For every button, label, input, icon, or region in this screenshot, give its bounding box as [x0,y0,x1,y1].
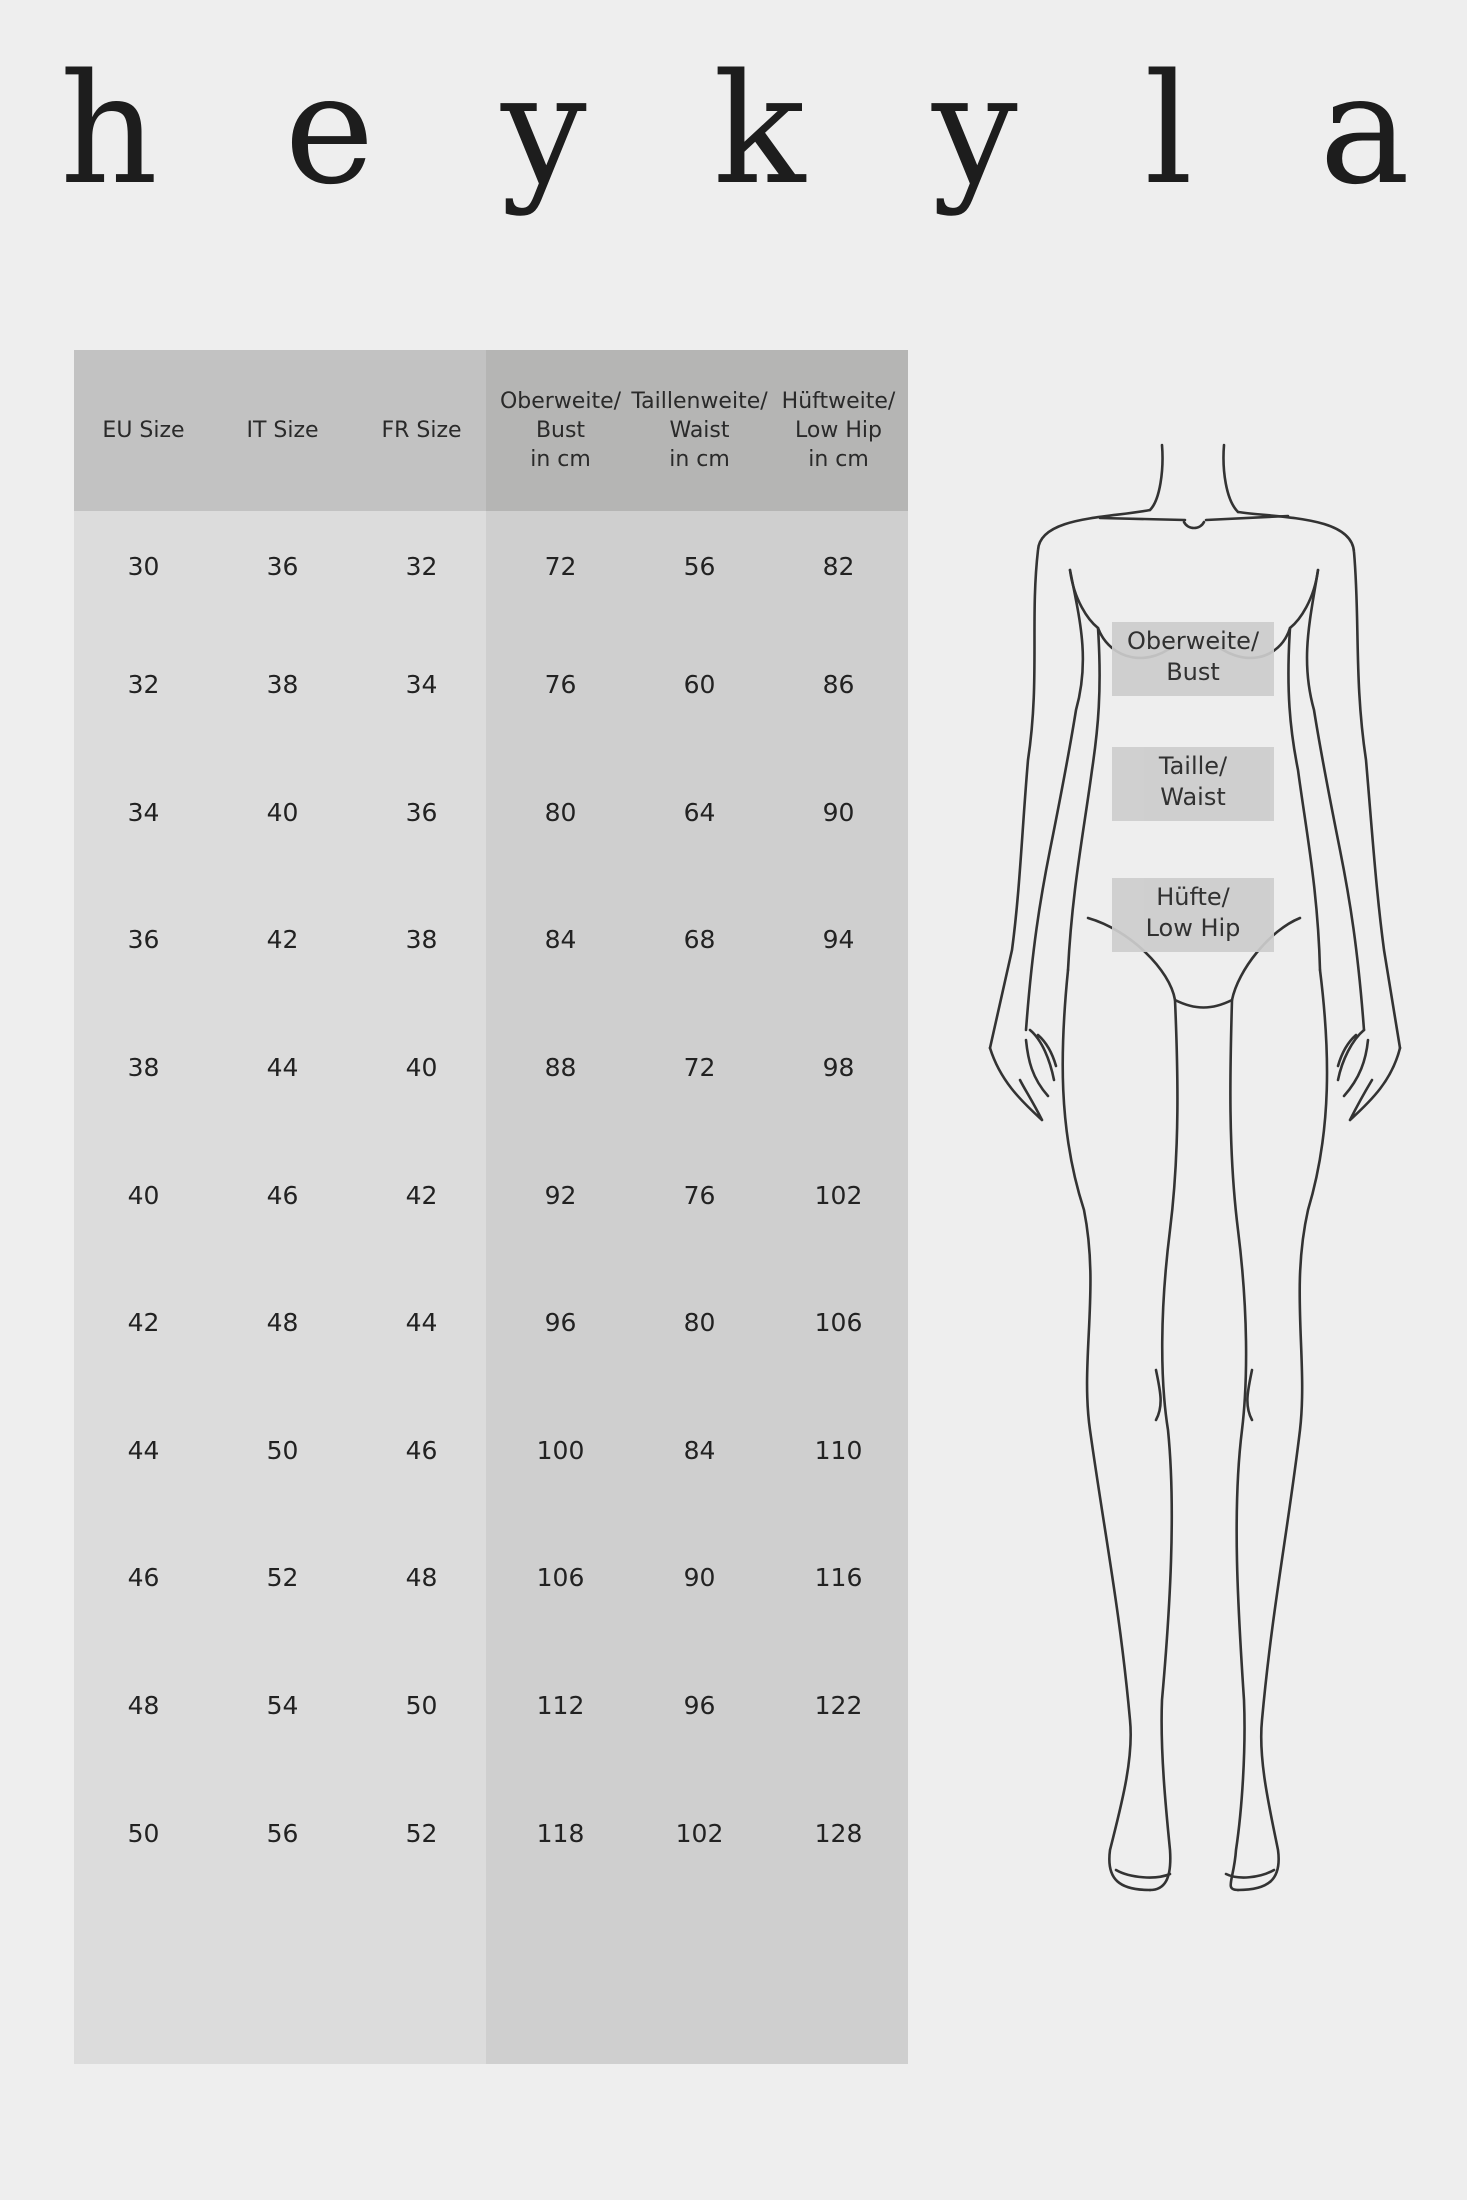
table-row [74,876,908,1004]
cell-bust: 88 [544,1053,577,1083]
cell-waist: 102 [675,1818,724,1848]
cell-waist: 80 [683,1308,716,1338]
cell-eu-size: 30 [127,551,160,581]
brand-letter: h [60,41,158,218]
brand-letter: a [1319,41,1410,218]
cell-eu-size: 48 [127,1691,160,1721]
cell-bust: 106 [536,1563,585,1593]
header-fr-size: FR Size [381,418,462,443]
cell-low-hip: 128 [814,1818,863,1848]
cell-fr-size: 36 [405,797,438,827]
cell-eu-size: 36 [127,925,160,955]
brand-letter: k [713,41,806,218]
cell-low-hip: 94 [822,925,855,955]
table-row [74,1004,908,1132]
cell-low-hip: 106 [814,1308,863,1338]
cell-fr-size: 34 [405,670,438,700]
cell-low-hip: 98 [822,1053,855,1083]
cell-fr-size: 44 [405,1308,438,1338]
cell-fr-size: 38 [405,925,438,955]
cell-eu-size: 32 [127,670,160,700]
cell-waist: 76 [683,1180,716,1210]
header-waist: Taillenweite/ Waist in cm [631,389,768,472]
cell-it-size: 46 [266,1180,299,1210]
brand-letter: y [931,41,1018,218]
cell-waist: 84 [683,1435,716,1465]
cell-fr-size: 46 [405,1435,438,1465]
cell-bust: 92 [544,1180,577,1210]
cell-low-hip: 90 [822,797,855,827]
cell-it-size: 48 [266,1308,299,1338]
cell-eu-size: 34 [127,797,160,827]
cell-waist: 72 [683,1053,716,1083]
table-row [74,1131,908,1259]
cell-eu-size: 38 [127,1053,160,1083]
cell-it-size: 56 [266,1818,299,1848]
cell-eu-size: 40 [127,1180,160,1210]
cell-fr-size: 40 [405,1053,438,1083]
cell-bust: 76 [544,670,577,700]
cell-low-hip: 122 [814,1691,863,1721]
cell-bust: 118 [536,1818,585,1848]
cell-waist: 64 [683,797,716,827]
table-body [74,511,908,1897]
cell-waist: 60 [683,670,716,700]
table-row [74,1387,908,1515]
table-row [74,1259,908,1387]
cell-it-size: 50 [266,1435,299,1465]
cell-eu-size: 42 [127,1308,160,1338]
brand-logo [60,40,1410,220]
cell-bust: 80 [544,797,577,827]
body-measurement-figure [980,430,1420,1930]
cell-bust: 84 [544,925,577,955]
cell-fr-size: 48 [405,1563,438,1593]
cell-it-size: 38 [266,670,299,700]
cell-fr-size: 32 [405,551,438,581]
cell-bust: 72 [544,551,577,581]
cell-it-size: 42 [266,925,299,955]
brand-letter: y [500,41,587,218]
cell-eu-size: 44 [127,1435,160,1465]
cell-low-hip: 86 [822,670,855,700]
cell-waist: 90 [683,1563,716,1593]
brand-letter: l [1144,41,1193,218]
cell-it-size: 52 [266,1563,299,1593]
table-header-row [74,350,908,511]
table-row [74,749,908,877]
cell-waist: 96 [683,1691,716,1721]
cell-low-hip: 82 [822,551,855,581]
cell-waist: 56 [683,551,716,581]
cell-low-hip: 102 [814,1180,863,1210]
cell-it-size: 54 [266,1691,299,1721]
cell-bust: 96 [544,1308,577,1338]
header-eu-size: EU Size [102,418,185,443]
cell-fr-size: 50 [405,1691,438,1721]
header-bust: Oberweite/ Bust in cm [499,389,622,472]
table-row [74,1769,908,1897]
table-row [74,511,908,621]
cell-bust: 112 [536,1691,585,1721]
waist-label: Taille/ Waist [1112,747,1274,821]
cell-fr-size: 42 [405,1180,438,1210]
bust-label: Oberweite/ Bust [1112,622,1274,696]
table-row [74,621,908,749]
cell-it-size: 40 [266,797,299,827]
size-chart-table [74,350,908,2064]
table-row [74,1642,908,1770]
brand-letter: e [284,41,375,218]
cell-fr-size: 52 [405,1818,438,1848]
cell-it-size: 44 [266,1053,299,1083]
cell-it-size: 36 [266,551,299,581]
table-row [74,1514,908,1642]
hip-label: Hüfte/ Low Hip [1112,878,1274,952]
cell-eu-size: 50 [127,1818,160,1848]
cell-low-hip: 110 [814,1435,863,1465]
header-it-size: IT Size [246,418,319,443]
cell-waist: 68 [683,925,716,955]
cell-eu-size: 46 [127,1563,160,1593]
header-low-hip: Hüftweite/ Low Hip in cm [781,389,896,472]
cell-low-hip: 116 [814,1563,863,1593]
cell-bust: 100 [536,1435,585,1465]
